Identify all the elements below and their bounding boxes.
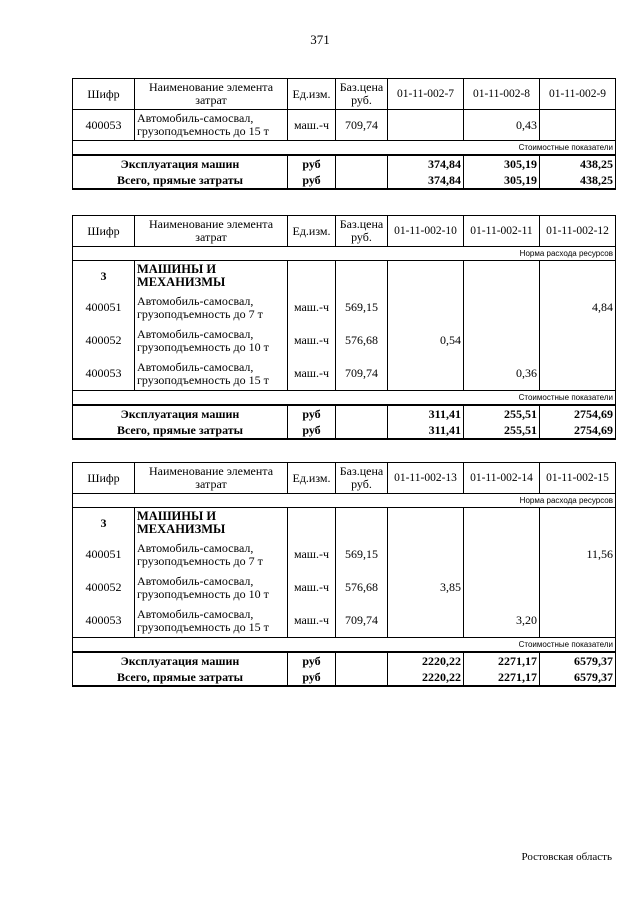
row-price: 709,74 bbox=[336, 604, 388, 638]
operation-value: 438,25 bbox=[540, 155, 616, 172]
rate-code: 01-11-002-14 bbox=[464, 463, 540, 494]
rate-code: 01-11-002-15 bbox=[540, 463, 616, 494]
operation-value: 6579,37 bbox=[540, 652, 616, 669]
operation-value: 2271,17 bbox=[464, 652, 540, 669]
empty-cell bbox=[336, 652, 388, 669]
row-cipher: 400052 bbox=[73, 324, 135, 357]
rate-code: 01-11-002-12 bbox=[540, 216, 616, 247]
empty-cell bbox=[540, 261, 616, 292]
row-price: 709,74 bbox=[336, 357, 388, 391]
row-value: 11,56 bbox=[540, 538, 616, 571]
row-price: 709,74 bbox=[336, 110, 388, 141]
total-row bbox=[73, 422, 616, 439]
cipher-header: Шифр bbox=[73, 463, 135, 494]
empty-cell bbox=[388, 261, 464, 292]
cost-indicators-row bbox=[73, 638, 616, 653]
row-value bbox=[464, 571, 540, 604]
row-value bbox=[388, 357, 464, 391]
row-price: 576,68 bbox=[336, 324, 388, 357]
resource-table-3 bbox=[72, 462, 616, 687]
operation-value: 305,19 bbox=[464, 155, 540, 172]
empty-cell bbox=[388, 508, 464, 539]
row-value: 0,54 bbox=[388, 324, 464, 357]
price-header: Баз.цена руб. bbox=[336, 216, 388, 247]
table-header bbox=[73, 216, 616, 247]
total-row bbox=[73, 669, 616, 686]
row-name: Автомобиль-самосвал, грузоподъемность до 7 т bbox=[135, 538, 288, 571]
row-cipher: 400053 bbox=[73, 604, 135, 638]
total-label: Всего, прямые затраты bbox=[73, 422, 288, 439]
rate-code: 01-11-002-9 bbox=[540, 79, 616, 110]
operation-row bbox=[73, 652, 616, 669]
total-label: Всего, прямые затраты bbox=[73, 669, 288, 686]
total-value: 2271,17 bbox=[464, 669, 540, 686]
operation-row bbox=[73, 155, 616, 172]
section-row bbox=[73, 508, 616, 539]
row-cipher: 400053 bbox=[73, 110, 135, 141]
row-value bbox=[464, 324, 540, 357]
name-header: Наименование элемента затрат bbox=[135, 216, 288, 247]
total-value: 255,51 bbox=[464, 422, 540, 439]
row-name: Автомобиль-самосвал, грузоподъемность до 15 т bbox=[135, 357, 288, 391]
empty-cell bbox=[336, 422, 388, 439]
empty-cell bbox=[288, 261, 336, 292]
empty-cell bbox=[336, 261, 388, 292]
total-value: 438,25 bbox=[540, 172, 616, 189]
operation-value: 2754,69 bbox=[540, 405, 616, 422]
row-unit: маш.-ч bbox=[288, 291, 336, 324]
row-value bbox=[464, 538, 540, 571]
table-row bbox=[73, 357, 616, 391]
section-code: 3 bbox=[73, 261, 135, 292]
cost-indicators-label: Стоимостные показатели bbox=[73, 391, 616, 406]
unit-header: Ед.изм. bbox=[288, 79, 336, 110]
cost-indicators-label: Стоимостные показатели bbox=[73, 638, 616, 653]
section-row bbox=[73, 261, 616, 292]
empty-cell bbox=[464, 261, 540, 292]
row-name: Автомобиль-самосвал, грузоподъемность до 7 т bbox=[135, 291, 288, 324]
table-header bbox=[73, 79, 616, 110]
row-cipher: 400051 bbox=[73, 291, 135, 324]
section-name: МАШИНЫ И МЕХАНИЗМЫ bbox=[135, 508, 288, 539]
operation-row bbox=[73, 405, 616, 422]
table-row bbox=[73, 110, 616, 141]
rate-code: 01-11-002-13 bbox=[388, 463, 464, 494]
row-value bbox=[540, 110, 616, 141]
row-value: 3,85 bbox=[388, 571, 464, 604]
row-value bbox=[388, 291, 464, 324]
cipher-header: Шифр bbox=[73, 216, 135, 247]
resource-table-2 bbox=[72, 215, 616, 440]
rate-code: 01-11-002-8 bbox=[464, 79, 540, 110]
empty-cell bbox=[540, 508, 616, 539]
row-cipher: 400053 bbox=[73, 357, 135, 391]
unit-header: Ед.изм. bbox=[288, 216, 336, 247]
operation-unit: руб bbox=[288, 155, 336, 172]
page-number: 371 bbox=[310, 32, 330, 47]
operation-value: 255,51 bbox=[464, 405, 540, 422]
empty-cell bbox=[464, 508, 540, 539]
row-unit: маш.-ч bbox=[288, 324, 336, 357]
total-value: 311,41 bbox=[388, 422, 464, 439]
resource-table-1 bbox=[72, 78, 616, 190]
operation-unit: руб bbox=[288, 405, 336, 422]
section-code: 3 bbox=[73, 508, 135, 539]
row-value bbox=[540, 357, 616, 391]
table-row bbox=[73, 291, 616, 324]
row-price: 569,15 bbox=[336, 291, 388, 324]
row-value: 4,84 bbox=[540, 291, 616, 324]
norm-label: Норма расхода ресурсов bbox=[73, 247, 616, 261]
name-header: Наименование элемента затрат bbox=[135, 79, 288, 110]
operation-value: 311,41 bbox=[388, 405, 464, 422]
empty-cell bbox=[336, 155, 388, 172]
empty-cell bbox=[336, 405, 388, 422]
row-unit: маш.-ч bbox=[288, 571, 336, 604]
empty-cell bbox=[336, 508, 388, 539]
empty-cell bbox=[336, 172, 388, 189]
row-cipher: 400051 bbox=[73, 538, 135, 571]
rate-code: 01-11-002-11 bbox=[464, 216, 540, 247]
row-value bbox=[388, 110, 464, 141]
row-value: 3,20 bbox=[464, 604, 540, 638]
cipher-header: Шифр bbox=[73, 79, 135, 110]
empty-cell bbox=[336, 669, 388, 686]
row-price: 569,15 bbox=[336, 538, 388, 571]
total-value: 2220,22 bbox=[388, 669, 464, 686]
table-row bbox=[73, 571, 616, 604]
section-name: МАШИНЫ И МЕХАНИЗМЫ bbox=[135, 261, 288, 292]
operation-label: Эксплуатация машин bbox=[73, 155, 288, 172]
total-label: Всего, прямые затраты bbox=[73, 172, 288, 189]
row-value: 0,43 bbox=[464, 110, 540, 141]
norm-label: Норма расхода ресурсов bbox=[73, 494, 616, 508]
norm-row bbox=[73, 494, 616, 508]
row-unit: маш.-ч bbox=[288, 604, 336, 638]
cost-indicators-row bbox=[73, 391, 616, 406]
price-header: Баз.цена руб. bbox=[336, 463, 388, 494]
empty-cell bbox=[288, 508, 336, 539]
norm-row bbox=[73, 247, 616, 261]
row-name: Автомобиль-самосвал, грузоподъемность до 10 т bbox=[135, 571, 288, 604]
cost-indicators-label: Стоимостные показатели bbox=[73, 141, 616, 156]
table-header bbox=[73, 463, 616, 494]
rate-code: 01-11-002-7 bbox=[388, 79, 464, 110]
operation-value: 374,84 bbox=[388, 155, 464, 172]
row-value: 0,36 bbox=[464, 357, 540, 391]
table-row bbox=[73, 324, 616, 357]
total-unit: руб bbox=[288, 172, 336, 189]
operation-unit: руб bbox=[288, 652, 336, 669]
row-unit: маш.-ч bbox=[288, 357, 336, 391]
cost-indicators-row bbox=[73, 141, 616, 156]
row-price: 576,68 bbox=[336, 571, 388, 604]
row-unit: маш.-ч bbox=[288, 110, 336, 141]
unit-header: Ед.изм. bbox=[288, 463, 336, 494]
rate-code: 01-11-002-10 bbox=[388, 216, 464, 247]
row-value bbox=[464, 291, 540, 324]
total-value: 2754,69 bbox=[540, 422, 616, 439]
row-value bbox=[540, 604, 616, 638]
row-value bbox=[540, 571, 616, 604]
price-header: Баз.цена руб. bbox=[336, 79, 388, 110]
total-unit: руб bbox=[288, 422, 336, 439]
total-value: 374,84 bbox=[388, 172, 464, 189]
row-name: Автомобиль-самосвал, грузоподъемность до 15 т bbox=[135, 110, 288, 141]
table-row bbox=[73, 538, 616, 571]
operation-label: Эксплуатация машин bbox=[73, 652, 288, 669]
total-unit: руб bbox=[288, 669, 336, 686]
row-name: Автомобиль-самосвал, грузоподъемность до 10 т bbox=[135, 324, 288, 357]
table-row bbox=[73, 604, 616, 638]
row-value bbox=[540, 324, 616, 357]
name-header: Наименование элемента затрат bbox=[135, 463, 288, 494]
operation-label: Эксплуатация машин bbox=[73, 405, 288, 422]
operation-value: 2220,22 bbox=[388, 652, 464, 669]
page-footer: Ростовская область bbox=[521, 851, 612, 863]
row-cipher: 400052 bbox=[73, 571, 135, 604]
total-row bbox=[73, 172, 616, 189]
row-unit: маш.-ч bbox=[288, 538, 336, 571]
total-value: 305,19 bbox=[464, 172, 540, 189]
row-name: Автомобиль-самосвал, грузоподъемность до 15 т bbox=[135, 604, 288, 638]
row-value bbox=[388, 604, 464, 638]
total-value: 6579,37 bbox=[540, 669, 616, 686]
row-value bbox=[388, 538, 464, 571]
